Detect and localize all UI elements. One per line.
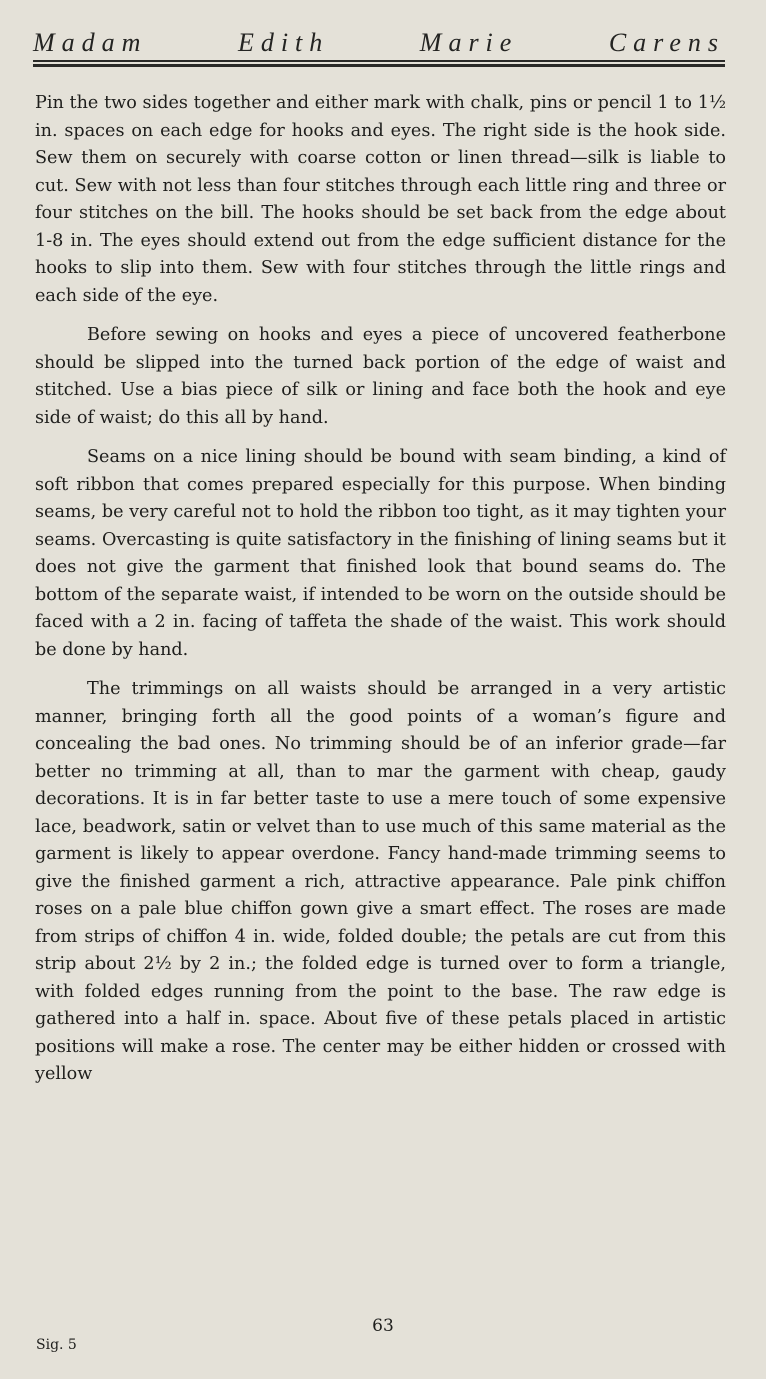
paragraph: Before sewing on hooks and eyes a piece of uncovered featherbone should be slipped into the turned back portion of the edge of waist and stitched. Use a bias piece of silk or lining and face both the hook and eye side of waist; do this all by hand. — [35, 325, 726, 428]
running-head-word: Madam — [33, 28, 148, 57]
header-rule — [33, 60, 725, 62]
signature-mark: Sig. 5 — [36, 1337, 77, 1353]
paragraph: Seams on a nice lining should be bound with seam binding, a kind of soft ribbon that comes prepared especially for this purpose. When binding seams, be very careful not to hold the ribbon too tight, as it may tighten your seams. Overcasting is quite satisfactory in the finishing of lining seams but it does not give the garment that finished look that bound seams do. The bottom of the separate waist, if intended to be worn on the outside should be faced with a 2 in. facing of taffeta the shade of the waist. This work should be done by hand. — [35, 447, 726, 660]
header-rule-thick — [33, 64, 725, 67]
body-text — [35, 90, 726, 1101]
paragraph: Pin the two sides together and either mark with chalk, pins or pencil 1 to 1½ in. spaces on each edge for hooks and eyes. The right side is the hook side. Sew them on securely with coarse cotton or linen thread—silk is liable to cut. Sew with not less than four stitches through each little ring and three or four stitches on the bill. The hooks should be set back from the edge about 1-8 in. The eyes should extend out from the edge sufficient distance for the hooks to slip into them. Sew with four stitches through the little rings and each side of the eye. — [35, 93, 726, 306]
page-number: 63 — [372, 1316, 394, 1336]
running-head-word: Carens — [608, 28, 725, 57]
paragraph: The trimmings on all waists should be arranged in a very artistic manner, bringing forth all the good points of a woman’s figure and concealing the bad ones. No trimming should be of an inferior grade—far better no trimming at all, than to mar the garment with cheap, gaudy decorations. It is in far better taste to use a mere touch of some expensive lace, beadwork, satin or velvet than to use much of this same material as the garment is likely to appear overdone. Fancy hand-made trimming seems to give the finished garment a rich, attractive appearance. Pale pink chiffon roses on a pale blue chiffon gown give a smart effect. The roses are made from strips of chiffon 4 in. wide, folded double; the petals are cut from this strip about 2½ by 2 in.; the folded edge is turned over to form a triangle, with folded edges running from the point to the base. The raw edge is gathered into a half in. space. About five of these petals placed in artistic positions will make a rose. The center may be either hidden or crossed with yellow — [35, 679, 726, 1084]
running-head-word: Edith — [237, 28, 330, 57]
running-head-word: Marie — [419, 28, 519, 57]
running-head — [33, 28, 725, 60]
